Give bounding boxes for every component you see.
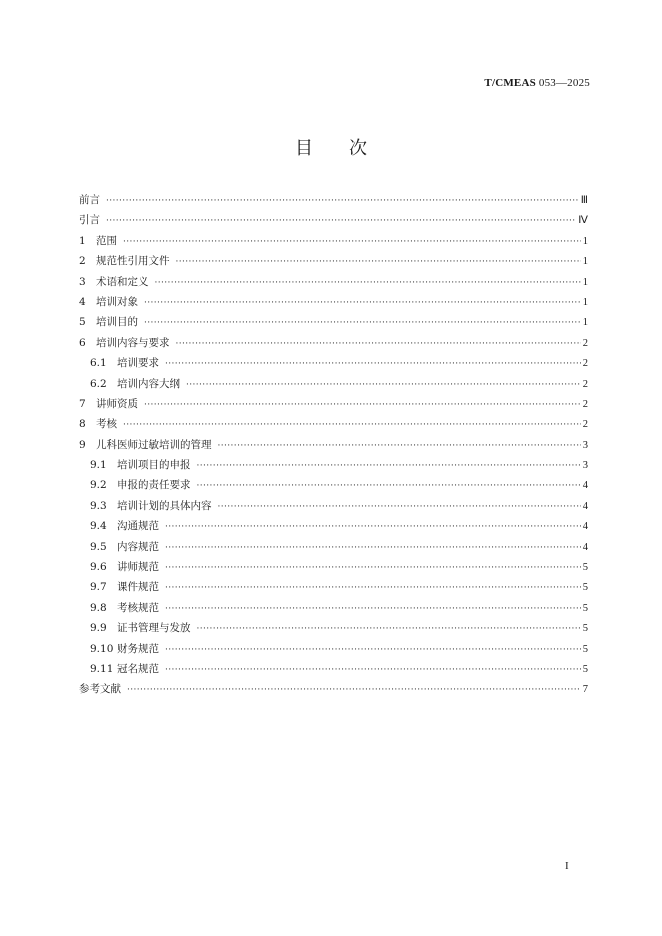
toc-entry-number: 9.11 <box>90 662 114 675</box>
toc-entry-number: 7 <box>79 397 86 410</box>
toc-entry-page: 4 <box>582 480 588 492</box>
toc-entry-page: 3 <box>582 460 588 472</box>
toc-entry-title: 引言 <box>79 214 100 227</box>
toc-entry-page: 1 <box>582 317 588 329</box>
toc-entry-page: 1 <box>582 256 588 268</box>
toc-entry-page: 5 <box>582 623 588 635</box>
toc-entry[interactable] <box>79 312 588 332</box>
toc-entry[interactable] <box>79 353 588 373</box>
toc-entry-page: 5 <box>582 643 588 655</box>
toc-entry-page: 7 <box>582 684 588 696</box>
toc-entry-title: 前言 <box>79 194 100 206</box>
toc-entry-leader-dots <box>218 497 581 517</box>
toc-entry-title: 财务规范 <box>117 642 159 655</box>
toc-entry-title: 内容规范 <box>117 540 159 553</box>
toc-entry-page: 2 <box>582 358 588 370</box>
toc-entry-title: 考核规范 <box>117 601 159 614</box>
toc-entry-leader-dots <box>123 415 581 435</box>
toc-entry-leader-dots <box>165 558 581 578</box>
toc-entry-leader-dots <box>123 232 581 252</box>
toc-entry-number: 6.1 <box>90 357 107 370</box>
toc-entry[interactable] <box>79 333 588 353</box>
toc-entry[interactable] <box>79 516 588 536</box>
toc-entry[interactable] <box>79 618 588 638</box>
toc-entry-leader-dots <box>197 619 581 639</box>
toc-entry[interactable] <box>79 475 588 495</box>
toc-entry[interactable] <box>79 598 588 618</box>
toc-entry-leader-dots <box>144 293 581 313</box>
toc-entry[interactable] <box>79 557 588 577</box>
toc-entry-number: 9.4 <box>90 520 107 533</box>
document-code-prefix: T/CMEAS <box>484 77 536 89</box>
toc-entry-page: 2 <box>582 337 588 349</box>
toc-entry[interactable] <box>79 414 588 434</box>
toc-entry-leader-dots <box>197 456 581 476</box>
toc-entry-page: Ⅳ <box>578 215 588 227</box>
toc-entry-page: 4 <box>582 541 588 553</box>
toc-entry-title: 培训目的 <box>96 316 138 329</box>
toc-entry[interactable] <box>79 537 588 557</box>
toc-entry-leader-dots <box>144 395 581 415</box>
toc-entry-title: 培训计划的具体内容 <box>117 499 212 512</box>
toc-entry-title: 申报的责任要求 <box>117 479 191 492</box>
toc-entry-leader-dots <box>165 354 581 374</box>
toc-entry-title: 参考文献 <box>79 683 121 696</box>
toc-entry-page: 2 <box>582 398 588 410</box>
toc-entry-number: 2 <box>79 255 86 268</box>
toc-entry-number: 9.10 <box>90 642 114 655</box>
toc-entry-number: 9.7 <box>90 581 107 594</box>
toc-entry[interactable] <box>79 577 588 597</box>
toc-entry-title: 儿科医师过敏培训的管理 <box>96 438 212 451</box>
toc-entry-number: 4 <box>79 295 86 308</box>
toc-entry[interactable] <box>79 435 588 455</box>
toc-title: 目次 <box>295 138 403 159</box>
document-code-number: 053—2025 <box>535 77 590 89</box>
toc-entry-leader-dots <box>165 538 581 558</box>
toc-entry-leader-dots <box>176 252 581 272</box>
toc-entry[interactable] <box>79 210 588 230</box>
toc-entry[interactable] <box>79 272 588 292</box>
toc-entry-leader-dots <box>218 436 581 456</box>
toc-entry-page: 1 <box>582 276 588 288</box>
toc-entry-number: 1 <box>79 234 86 247</box>
toc-entry-leader-dots <box>165 517 581 537</box>
toc-entry-number: 9.9 <box>90 622 107 635</box>
toc-entry[interactable] <box>79 231 588 251</box>
toc-entry-page: 5 <box>582 562 588 574</box>
toc-entry-page: 2 <box>582 378 588 390</box>
toc-entry[interactable] <box>79 251 588 271</box>
toc-entry-leader-dots <box>165 599 581 619</box>
toc-entry-number: 9 <box>79 438 86 451</box>
toc-entry[interactable] <box>79 190 588 210</box>
toc-entry-leader-dots <box>165 640 581 660</box>
toc-entry-page: 5 <box>582 582 588 594</box>
table-of-contents <box>79 190 588 700</box>
toc-entry-number: 5 <box>79 316 86 329</box>
toc-entry-title: 课件规范 <box>117 581 159 594</box>
toc-entry-title: 证书管理与发放 <box>117 622 191 635</box>
toc-entry-number: 6.2 <box>90 377 107 390</box>
toc-entry-page: 5 <box>582 663 588 675</box>
toc-entry[interactable] <box>79 639 588 659</box>
toc-entry[interactable] <box>79 394 588 414</box>
toc-entry-leader-dots <box>165 660 581 680</box>
toc-entry-number: 9.6 <box>90 561 107 574</box>
toc-entry-leader-dots <box>165 578 581 598</box>
toc-entry-page: 1 <box>582 235 588 247</box>
toc-entry-title: 考核 <box>96 418 117 431</box>
toc-entry-page: 3 <box>582 439 588 451</box>
toc-entry-leader-dots <box>144 313 581 333</box>
page-number: I <box>565 860 569 872</box>
toc-entry-number: 8 <box>79 418 86 431</box>
toc-entry-page: 2 <box>582 419 588 431</box>
toc-entry-page: Ⅲ <box>580 195 588 206</box>
toc-entry-leader-dots <box>106 191 579 211</box>
toc-entry[interactable] <box>79 292 588 312</box>
toc-entry-number: 9.3 <box>90 499 107 512</box>
toc-entry-title: 范围 <box>96 234 117 247</box>
toc-entry-page: 1 <box>582 296 588 308</box>
toc-entry-page: 4 <box>582 500 588 512</box>
toc-entry-title: 术语和定义 <box>96 275 149 288</box>
toc-entry-leader-dots <box>186 375 581 395</box>
toc-entry[interactable] <box>79 455 588 475</box>
toc-entry-title: 沟通规范 <box>117 520 159 533</box>
toc-entry[interactable] <box>79 659 588 679</box>
toc-entry-number: 9.2 <box>90 479 107 492</box>
toc-entry-title: 培训对象 <box>96 295 138 308</box>
toc-entry-leader-dots <box>197 476 581 496</box>
toc-entry-title: 讲师资质 <box>96 397 138 410</box>
toc-entry-page: 4 <box>582 521 588 533</box>
toc-entry-title: 冠名规范 <box>117 662 159 675</box>
toc-entry-number: 9.8 <box>90 601 107 614</box>
toc-entry[interactable] <box>79 679 588 699</box>
toc-entry-leader-dots <box>155 273 581 293</box>
toc-entry-title: 培训内容大纲 <box>117 377 180 390</box>
toc-entry-leader-dots <box>176 334 581 354</box>
document-code <box>484 77 590 89</box>
toc-entry-title: 规范性引用文件 <box>96 255 170 268</box>
toc-entry-number: 9.1 <box>90 459 107 472</box>
toc-entry-title: 培训项目的申报 <box>117 459 191 472</box>
toc-entry-number: 9.5 <box>90 540 107 553</box>
toc-entry-page: 5 <box>582 602 588 614</box>
toc-entry-title: 培训内容与要求 <box>96 336 170 349</box>
toc-entry-title: 培训要求 <box>117 357 159 370</box>
toc-entry-leader-dots <box>106 211 576 231</box>
toc-entry[interactable] <box>79 374 588 394</box>
toc-entry[interactable] <box>79 496 588 516</box>
toc-entry-number: 3 <box>79 275 86 288</box>
toc-entry-leader-dots <box>127 680 581 700</box>
toc-entry-title: 讲师规范 <box>117 561 159 574</box>
toc-entry-number: 6 <box>79 336 86 349</box>
